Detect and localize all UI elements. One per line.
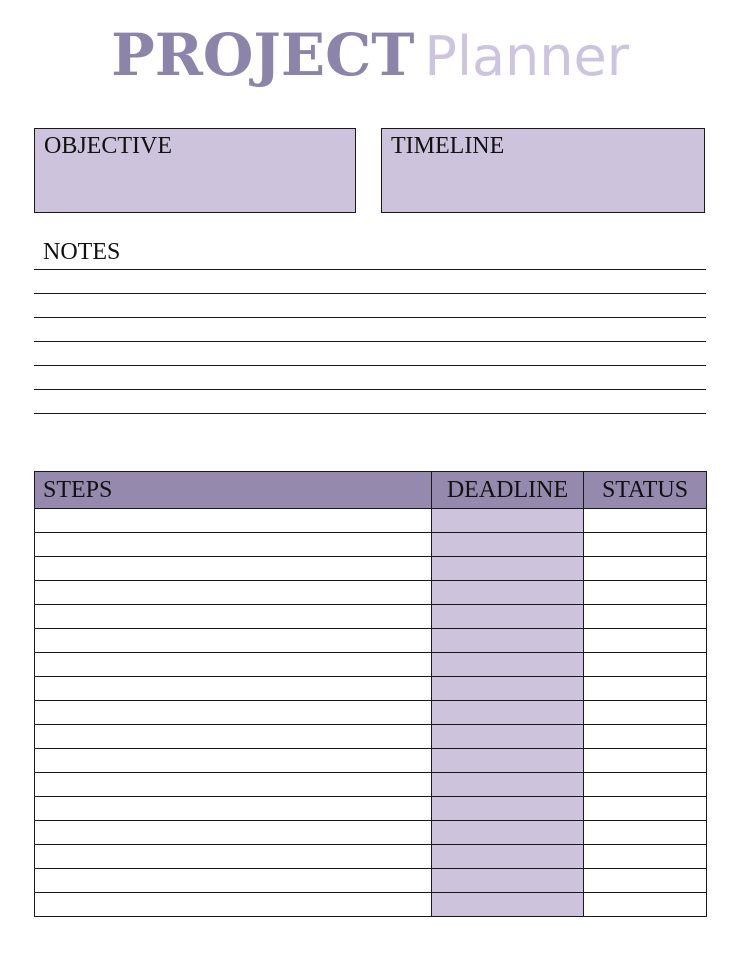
deadline-cell[interactable] bbox=[432, 557, 584, 581]
step-cell[interactable] bbox=[35, 749, 432, 773]
deadline-cell[interactable] bbox=[432, 869, 584, 893]
timeline-label: TIMELINE bbox=[391, 133, 505, 159]
status-cell[interactable] bbox=[584, 773, 707, 797]
table-row bbox=[35, 845, 707, 869]
title-project: PROJECT bbox=[111, 21, 415, 89]
deadline-cell[interactable] bbox=[432, 509, 584, 533]
table-row bbox=[35, 557, 707, 581]
status-cell[interactable] bbox=[584, 701, 707, 725]
table-row bbox=[35, 797, 707, 821]
steps-table-header bbox=[35, 472, 707, 509]
step-cell[interactable] bbox=[35, 869, 432, 893]
column-header-deadline: DEADLINE bbox=[432, 472, 584, 509]
table-row bbox=[35, 893, 707, 917]
objective-label: OBJECTIVE bbox=[44, 133, 172, 159]
step-cell[interactable] bbox=[35, 581, 432, 605]
notes-line[interactable] bbox=[34, 293, 706, 294]
step-cell[interactable] bbox=[35, 845, 432, 869]
title-planner: Planner bbox=[424, 25, 629, 88]
status-cell[interactable] bbox=[584, 605, 707, 629]
step-cell[interactable] bbox=[35, 821, 432, 845]
step-cell[interactable] bbox=[35, 605, 432, 629]
timeline-box[interactable] bbox=[381, 128, 705, 213]
table-row bbox=[35, 701, 707, 725]
notes-line[interactable] bbox=[34, 365, 706, 366]
page-title bbox=[0, 21, 740, 89]
deadline-cell[interactable] bbox=[432, 629, 584, 653]
table-row bbox=[35, 533, 707, 557]
table-row bbox=[35, 653, 707, 677]
status-cell[interactable] bbox=[584, 653, 707, 677]
deadline-cell[interactable] bbox=[432, 893, 584, 917]
step-cell[interactable] bbox=[35, 629, 432, 653]
deadline-cell[interactable] bbox=[432, 749, 584, 773]
status-cell[interactable] bbox=[584, 869, 707, 893]
table-row bbox=[35, 821, 707, 845]
steps-table bbox=[34, 471, 707, 917]
status-cell[interactable] bbox=[584, 845, 707, 869]
notes-label: NOTES bbox=[43, 239, 121, 265]
table-row bbox=[35, 749, 707, 773]
deadline-cell[interactable] bbox=[432, 605, 584, 629]
deadline-cell[interactable] bbox=[432, 533, 584, 557]
column-header-status: STATUS bbox=[584, 472, 707, 509]
deadline-cell[interactable] bbox=[432, 581, 584, 605]
step-cell[interactable] bbox=[35, 677, 432, 701]
table-row bbox=[35, 605, 707, 629]
deadline-cell[interactable] bbox=[432, 797, 584, 821]
step-cell[interactable] bbox=[35, 701, 432, 725]
status-cell[interactable] bbox=[584, 629, 707, 653]
step-cell[interactable] bbox=[35, 533, 432, 557]
status-cell[interactable] bbox=[584, 725, 707, 749]
step-cell[interactable] bbox=[35, 773, 432, 797]
deadline-cell[interactable] bbox=[432, 677, 584, 701]
objective-box[interactable] bbox=[34, 128, 356, 213]
deadline-cell[interactable] bbox=[432, 773, 584, 797]
status-cell[interactable] bbox=[584, 557, 707, 581]
steps-table-body bbox=[35, 509, 707, 917]
step-cell[interactable] bbox=[35, 797, 432, 821]
step-cell[interactable] bbox=[35, 509, 432, 533]
notes-line[interactable] bbox=[34, 389, 706, 390]
table-row bbox=[35, 629, 707, 653]
table-row bbox=[35, 509, 707, 533]
table-row bbox=[35, 869, 707, 893]
table-row bbox=[35, 581, 707, 605]
status-cell[interactable] bbox=[584, 797, 707, 821]
deadline-cell[interactable] bbox=[432, 821, 584, 845]
notes-line[interactable] bbox=[34, 341, 706, 342]
step-cell[interactable] bbox=[35, 557, 432, 581]
status-cell[interactable] bbox=[584, 509, 707, 533]
deadline-cell[interactable] bbox=[432, 725, 584, 749]
status-cell[interactable] bbox=[584, 533, 707, 557]
table-row bbox=[35, 773, 707, 797]
deadline-cell[interactable] bbox=[432, 701, 584, 725]
status-cell[interactable] bbox=[584, 749, 707, 773]
step-cell[interactable] bbox=[35, 725, 432, 749]
deadline-cell[interactable] bbox=[432, 653, 584, 677]
status-cell[interactable] bbox=[584, 821, 707, 845]
table-row bbox=[35, 725, 707, 749]
notes-line[interactable] bbox=[34, 413, 706, 414]
status-cell[interactable] bbox=[584, 581, 707, 605]
status-cell[interactable] bbox=[584, 893, 707, 917]
notes-line[interactable] bbox=[34, 269, 706, 270]
step-cell[interactable] bbox=[35, 893, 432, 917]
status-cell[interactable] bbox=[584, 677, 707, 701]
step-cell[interactable] bbox=[35, 653, 432, 677]
deadline-cell[interactable] bbox=[432, 845, 584, 869]
column-header-steps: STEPS bbox=[35, 472, 432, 509]
table-row bbox=[35, 677, 707, 701]
notes-line[interactable] bbox=[34, 317, 706, 318]
